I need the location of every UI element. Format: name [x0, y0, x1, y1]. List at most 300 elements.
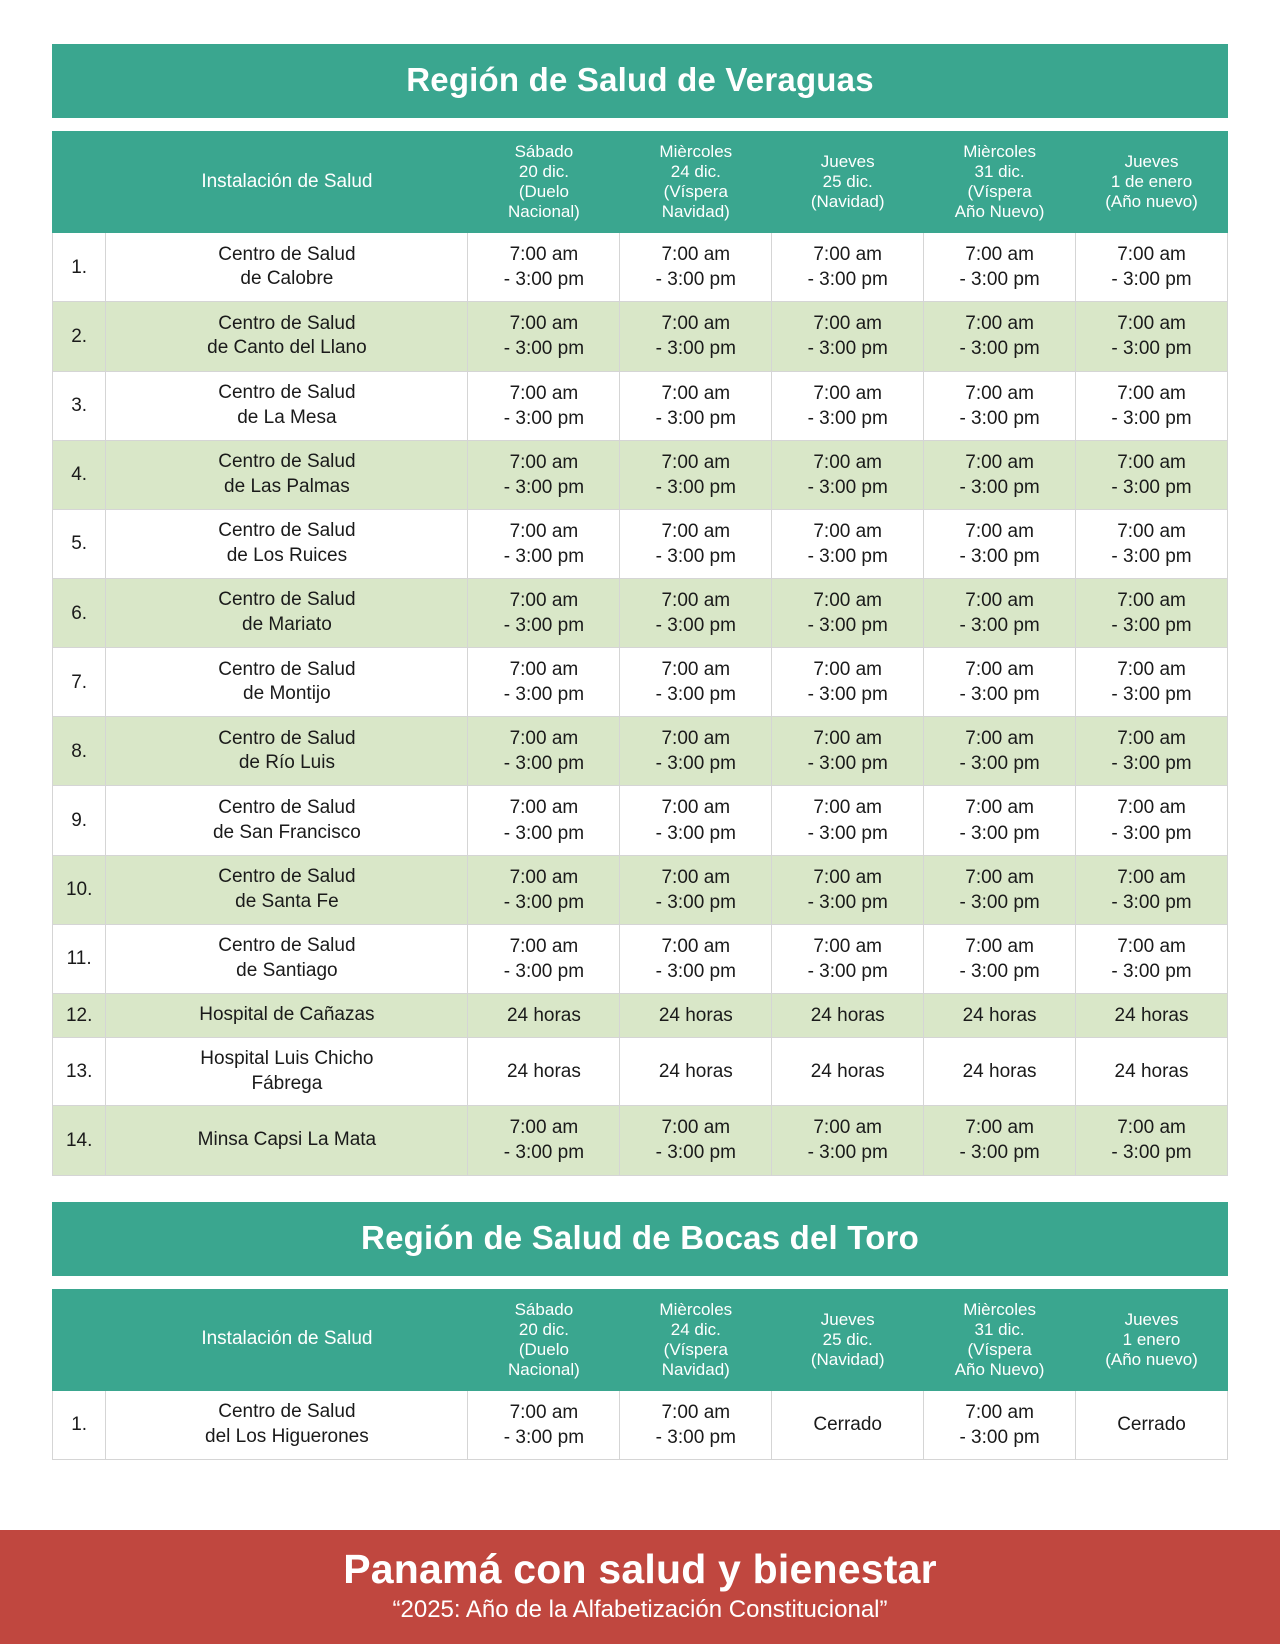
name-line: de Los Ruices [226, 544, 348, 566]
cell-day-3 [772, 302, 924, 371]
table-row [53, 993, 1228, 1037]
cell-line: 7:00 am [1117, 866, 1186, 888]
section-banner-veraguas: Región de Salud de Veraguas [52, 44, 1228, 118]
cell-line: - 3:00 pm [655, 753, 736, 775]
name-line: de Santiago [236, 959, 338, 981]
header-line: Sábado [514, 1299, 574, 1319]
header-line: 25 dic. [822, 172, 873, 192]
name-line: de Canto del Llano [207, 337, 367, 359]
cell-day-3 [772, 509, 924, 578]
table-row [53, 509, 1228, 578]
header-line: Jueves [1124, 1309, 1179, 1329]
cell-line: 7:00 am [509, 244, 579, 266]
cell-day-5: Cerrado [1076, 1390, 1228, 1459]
cell-line: 7:00 am [509, 589, 579, 611]
cell-line: 7:00 am [509, 1401, 579, 1423]
cell-line: - 3:00 pm [959, 476, 1040, 498]
facility-name [106, 855, 468, 924]
name-line: de Montijo [243, 683, 331, 705]
cell-day-2 [620, 233, 772, 302]
cell-day-1 [468, 578, 620, 647]
header-index [53, 132, 106, 233]
cell-line: 7:00 am [965, 589, 1034, 611]
cell-line: - 3:00 pm [959, 338, 1040, 360]
name-line: Centro de Salud [218, 658, 356, 680]
cell-line: - 3:00 pm [959, 684, 1040, 706]
header-line: 25 dic. [822, 1329, 873, 1349]
facility-name: Minsa Capsi La Mata [106, 1106, 468, 1175]
header-line: (Navidad) [810, 1349, 885, 1369]
cell-day-4 [924, 371, 1076, 440]
header-line: (Año nuevo) [1105, 192, 1198, 212]
cell-line: - 3:00 pm [1111, 615, 1192, 637]
facility-name [106, 233, 468, 302]
header-line: Navidad) [661, 1359, 730, 1379]
cell-line: - 3:00 pm [1111, 1142, 1192, 1164]
table-row [53, 440, 1228, 509]
cell-day-2 [620, 786, 772, 855]
name-line: de La Mesa [237, 406, 337, 428]
name-line: Centro de Salud [218, 727, 356, 749]
table-row [53, 578, 1228, 647]
row-index: 2. [53, 302, 106, 371]
header-line: Navidad) [661, 202, 730, 222]
cell-day-1 [468, 509, 620, 578]
header-line: 24 dic. [670, 1319, 721, 1339]
facility-name: Hospital de Cañazas [106, 993, 468, 1037]
cell-line: - 3:00 pm [807, 615, 888, 637]
cell-line: 7:00 am [509, 866, 579, 888]
cell-day-4 [924, 1106, 1076, 1175]
section-banner-bocas-del-toro: Región de Salud de Bocas del Toro [52, 1202, 1228, 1276]
cell-day-3 [772, 648, 924, 717]
cell-line: - 3:00 pm [1111, 269, 1192, 291]
cell-line: - 3:00 pm [503, 891, 585, 913]
cell-line: 7:00 am [813, 244, 883, 266]
cell-line: - 3:00 pm [959, 1142, 1040, 1164]
cell-line: - 3:00 pm [959, 407, 1040, 429]
cell-line: - 3:00 pm [959, 753, 1040, 775]
cell-line: - 3:00 pm [959, 822, 1040, 844]
name-line: de Río Luis [238, 752, 335, 774]
cell-line: - 3:00 pm [655, 891, 736, 913]
cell-line: - 3:00 pm [1111, 960, 1192, 982]
cell-line: 7:00 am [661, 659, 731, 681]
facility-name [106, 648, 468, 717]
cell-line: 7:00 am [965, 797, 1034, 819]
cell-line: - 3:00 pm [503, 615, 585, 637]
cell-day-3 [772, 578, 924, 647]
header-line: (Navidad) [810, 192, 885, 212]
cell-line: 7:00 am [813, 520, 883, 542]
cell-line: - 3:00 pm [655, 338, 736, 360]
header-line: Mièrcoles [963, 1299, 1036, 1319]
facility-name [106, 1390, 468, 1459]
table-row [53, 1037, 1228, 1105]
cell-line: 7:00 am [509, 382, 579, 404]
cell-line: - 3:00 pm [503, 545, 585, 567]
cell-day-2 [620, 371, 772, 440]
row-index: 1. [53, 233, 106, 302]
cell-day-4 [924, 855, 1076, 924]
header-line: 31 dic. [974, 1319, 1025, 1339]
cell-line: 7:00 am [813, 866, 883, 888]
cell-day-3 [772, 371, 924, 440]
cell-line: 7:00 am [813, 935, 883, 957]
cell-line: 7:00 am [965, 382, 1034, 404]
header-day-4 [924, 1289, 1076, 1390]
cell-line: 7:00 am [965, 935, 1034, 957]
cell-day-2 [620, 509, 772, 578]
cell-line: 7:00 am [813, 728, 883, 750]
cell-line: - 3:00 pm [655, 269, 736, 291]
row-index: 9. [53, 786, 106, 855]
facility-name [106, 924, 468, 993]
cell-day-4 [924, 440, 1076, 509]
cell-line: - 3:00 pm [503, 269, 585, 291]
header-line: Mièrcoles [659, 1299, 733, 1319]
cell-line: 7:00 am [1117, 244, 1186, 266]
facility-name [106, 440, 468, 509]
cell-line: - 3:00 pm [655, 684, 736, 706]
cell-line: 7:00 am [813, 659, 883, 681]
cell-day-2 [620, 855, 772, 924]
name-line: Centro de Salud [218, 451, 356, 473]
cell-day-3: 24 horas [772, 993, 924, 1037]
header-day-3 [772, 132, 924, 233]
cell-line: 7:00 am [1117, 935, 1186, 957]
cell-line: 7:00 am [965, 728, 1034, 750]
cell-line: 7:00 am [509, 451, 579, 473]
row-index: 11. [53, 924, 106, 993]
cell-day-4 [924, 648, 1076, 717]
cell-day-1 [468, 371, 620, 440]
cell-line: 7:00 am [965, 520, 1034, 542]
table-row [53, 1390, 1228, 1459]
cell-line: 7:00 am [661, 1117, 731, 1139]
header-line: Año Nuevo) [954, 1359, 1045, 1379]
cell-day-1 [468, 855, 620, 924]
cell-line: 7:00 am [661, 244, 731, 266]
cell-day-5 [1076, 648, 1228, 717]
header-line: 24 dic. [670, 162, 721, 182]
cell-line: - 3:00 pm [807, 1142, 888, 1164]
cell-line: 7:00 am [1117, 728, 1186, 750]
cell-day-3 [772, 855, 924, 924]
cell-line: 7:00 am [813, 589, 883, 611]
cell-day-3 [772, 924, 924, 993]
cell-line: - 3:00 pm [503, 960, 585, 982]
facility-name [106, 371, 468, 440]
table-row [53, 924, 1228, 993]
cell-day-3 [772, 440, 924, 509]
cell-line: - 3:00 pm [655, 615, 736, 637]
header-line: Jueves [820, 1309, 875, 1329]
cell-day-1 [468, 440, 620, 509]
cell-day-4 [924, 1390, 1076, 1459]
header-line: (Víspera [967, 1339, 1032, 1359]
cell-line: - 3:00 pm [503, 338, 585, 360]
name-line: Centro de Salud [218, 796, 356, 818]
name-line: de Santa Fe [235, 890, 339, 912]
cell-line: 7:00 am [965, 313, 1034, 335]
cell-line: - 3:00 pm [503, 407, 585, 429]
row-index: 13. [53, 1037, 106, 1105]
cell-day-5 [1076, 371, 1228, 440]
cell-line: 7:00 am [661, 935, 731, 957]
name-line: de Mariato [242, 614, 332, 636]
cell-day-5 [1076, 855, 1228, 924]
header-line: (Víspera [663, 182, 728, 202]
table-header-row [53, 1289, 1228, 1390]
footer-subtitle: “2025: Año de la Alfabetización Constitucional” [392, 1596, 888, 1623]
cell-line: - 3:00 pm [959, 269, 1040, 291]
header-line: (Víspera [967, 182, 1032, 202]
header-day-3 [772, 1289, 924, 1390]
name-line: Centro de Salud [218, 520, 356, 542]
cell-day-5 [1076, 924, 1228, 993]
cell-line: 7:00 am [509, 520, 579, 542]
name-line: Hospital Luis Chicho [200, 1047, 374, 1069]
cell-line: 7:00 am [509, 797, 579, 819]
cell-day-2 [620, 578, 772, 647]
cell-day-3 [772, 786, 924, 855]
table-row [53, 717, 1228, 786]
header-line: (Año nuevo) [1105, 1349, 1198, 1369]
cell-line: - 3:00 pm [655, 1142, 736, 1164]
cell-line: 7:00 am [661, 589, 731, 611]
cell-line: 7:00 am [1117, 313, 1186, 335]
footer-title: Panamá con salud y bienestar [343, 1545, 937, 1592]
header-line: Nacional) [508, 1359, 580, 1379]
table-header-row [53, 132, 1228, 233]
header-facility: Instalación de Salud [106, 1289, 468, 1390]
name-line: Centro de Salud [218, 381, 356, 403]
schedule-table-bocas-del-toro [52, 1289, 1228, 1460]
row-index: 10. [53, 855, 106, 924]
schedule-table-veraguas [52, 131, 1228, 1176]
cell-line: - 3:00 pm [1111, 407, 1192, 429]
cell-line: 7:00 am [965, 244, 1034, 266]
cell-day-4 [924, 509, 1076, 578]
cell-line: - 3:00 pm [655, 960, 736, 982]
cell-line: 7:00 am [813, 313, 883, 335]
cell-line: - 3:00 pm [807, 338, 888, 360]
table-row [53, 302, 1228, 371]
header-day-2 [620, 132, 772, 233]
cell-line: - 3:00 pm [807, 891, 888, 913]
cell-line: - 3:00 pm [807, 407, 888, 429]
header-day-1 [468, 1289, 620, 1390]
facility-name [106, 717, 468, 786]
name-line: Centro de Salud [218, 865, 356, 887]
header-day-5 [1076, 132, 1228, 233]
row-index: 3. [53, 371, 106, 440]
row-index: 8. [53, 717, 106, 786]
name-line: de San Francisco [212, 821, 361, 843]
header-line: 31 dic. [974, 162, 1025, 182]
cell-day-1 [468, 786, 620, 855]
cell-line: - 3:00 pm [807, 822, 888, 844]
cell-day-5 [1076, 1106, 1228, 1175]
name-line: Centro de Salud [218, 1401, 356, 1423]
table-row [53, 786, 1228, 855]
name-line: del Los Higuerones [205, 1425, 369, 1447]
header-line: Jueves [1124, 152, 1179, 172]
name-line: de Calobre [240, 268, 334, 290]
cell-line: 7:00 am [965, 451, 1034, 473]
header-day-1 [468, 132, 620, 233]
header-day-2 [620, 1289, 772, 1390]
cell-line: 7:00 am [1117, 520, 1186, 542]
facility-name [106, 578, 468, 647]
cell-line: 7:00 am [1117, 797, 1186, 819]
header-line: 20 dic. [518, 1319, 569, 1339]
cell-day-5 [1076, 717, 1228, 786]
cell-line: 7:00 am [509, 313, 579, 335]
cell-line: - 3:00 pm [655, 545, 736, 567]
row-index: 6. [53, 578, 106, 647]
cell-line: - 3:00 pm [503, 1142, 585, 1164]
cell-day-3 [772, 233, 924, 302]
cell-day-1: 24 horas [468, 993, 620, 1037]
header-line: (Duelo [518, 182, 569, 202]
cell-day-2: 24 horas [620, 1037, 772, 1105]
cell-line: - 3:00 pm [807, 753, 888, 775]
cell-line: 7:00 am [965, 659, 1034, 681]
cell-line: 7:00 am [1117, 1117, 1186, 1139]
name-line: Centro de Salud [218, 312, 356, 334]
cell-line: 7:00 am [509, 935, 579, 957]
cell-day-4 [924, 924, 1076, 993]
cell-line: - 3:00 pm [1111, 822, 1192, 844]
cell-line: - 3:00 pm [959, 615, 1040, 637]
facility-name [106, 786, 468, 855]
cell-day-1 [468, 1106, 620, 1175]
document-page [0, 44, 1280, 1644]
cell-line: - 3:00 pm [1111, 545, 1192, 567]
cell-day-4 [924, 717, 1076, 786]
facility-name [106, 302, 468, 371]
cell-day-3 [772, 717, 924, 786]
cell-line: 7:00 am [661, 797, 731, 819]
cell-day-4 [924, 233, 1076, 302]
header-day-4 [924, 132, 1076, 233]
cell-line: - 3:00 pm [959, 545, 1040, 567]
cell-line: - 3:00 pm [1111, 753, 1192, 775]
cell-line: - 3:00 pm [807, 960, 888, 982]
cell-day-5 [1076, 509, 1228, 578]
cell-line: 7:00 am [965, 866, 1034, 888]
name-line: Fábrega [251, 1072, 323, 1094]
cell-line: 7:00 am [1117, 382, 1186, 404]
cell-day-5: 24 horas [1076, 993, 1228, 1037]
cell-line: - 3:00 pm [959, 960, 1040, 982]
cell-line: - 3:00 pm [503, 753, 585, 775]
cell-line: 7:00 am [661, 313, 731, 335]
header-index [53, 1289, 106, 1390]
cell-line: - 3:00 pm [655, 407, 736, 429]
cell-line: 7:00 am [509, 659, 579, 681]
cell-line: 7:00 am [813, 797, 883, 819]
cell-day-1 [468, 302, 620, 371]
cell-day-2 [620, 924, 772, 993]
cell-line: - 3:00 pm [959, 1426, 1040, 1448]
row-index: 4. [53, 440, 106, 509]
cell-line: - 3:00 pm [503, 684, 585, 706]
cell-line: 7:00 am [661, 520, 731, 542]
cell-line: 7:00 am [965, 1401, 1034, 1423]
cell-day-2 [620, 1106, 772, 1175]
cell-line: - 3:00 pm [503, 1426, 585, 1448]
cell-line: - 3:00 pm [655, 476, 736, 498]
cell-line: 7:00 am [813, 1117, 883, 1139]
cell-day-5 [1076, 302, 1228, 371]
name-line: Centro de Salud [218, 589, 356, 611]
cell-line: - 3:00 pm [1111, 891, 1192, 913]
cell-day-2: 24 horas [620, 993, 772, 1037]
cell-day-5 [1076, 440, 1228, 509]
table-row [53, 648, 1228, 717]
row-index: 7. [53, 648, 106, 717]
cell-line: - 3:00 pm [503, 476, 585, 498]
header-line: (Duelo [518, 1339, 569, 1359]
cell-line: 7:00 am [813, 382, 883, 404]
row-index: 5. [53, 509, 106, 578]
cell-line: - 3:00 pm [655, 822, 736, 844]
cell-day-5 [1076, 578, 1228, 647]
cell-line: - 3:00 pm [1111, 338, 1192, 360]
facility-name [106, 1037, 468, 1105]
cell-line: - 3:00 pm [807, 269, 888, 291]
cell-day-2 [620, 440, 772, 509]
cell-day-5 [1076, 233, 1228, 302]
cell-day-2 [620, 1390, 772, 1459]
facility-name [106, 509, 468, 578]
header-line: Jueves [820, 152, 875, 172]
cell-day-3: 24 horas [772, 1037, 924, 1105]
header-line: Nacional) [508, 202, 580, 222]
cell-line: - 3:00 pm [503, 822, 585, 844]
cell-line: 7:00 am [509, 1117, 579, 1139]
row-index: 12. [53, 993, 106, 1037]
cell-line: 7:00 am [1117, 589, 1186, 611]
cell-day-4 [924, 578, 1076, 647]
cell-line: 7:00 am [965, 1117, 1034, 1139]
cell-line: 7:00 am [661, 382, 731, 404]
cell-day-5: 24 horas [1076, 1037, 1228, 1105]
header-line: Mièrcoles [963, 142, 1036, 161]
cell-line: - 3:00 pm [807, 545, 888, 567]
cell-line: 7:00 am [661, 451, 731, 473]
cell-day-4 [924, 302, 1076, 371]
cell-day-2 [620, 648, 772, 717]
cell-day-4 [924, 786, 1076, 855]
cell-day-1 [468, 924, 620, 993]
cell-day-1 [468, 648, 620, 717]
header-line: 20 dic. [518, 162, 569, 182]
name-line: Centro de Salud [218, 935, 356, 957]
cell-line: - 3:00 pm [1111, 476, 1192, 498]
cell-line: - 3:00 pm [655, 1426, 736, 1448]
header-line: 1 enero [1122, 1329, 1181, 1349]
cell-line: 7:00 am [813, 451, 883, 473]
cell-line: - 3:00 pm [959, 891, 1040, 913]
cell-day-3 [772, 1106, 924, 1175]
cell-day-4: 24 horas [924, 1037, 1076, 1105]
cell-line: 7:00 am [661, 1401, 731, 1423]
name-line: de Las Palmas [224, 475, 350, 497]
